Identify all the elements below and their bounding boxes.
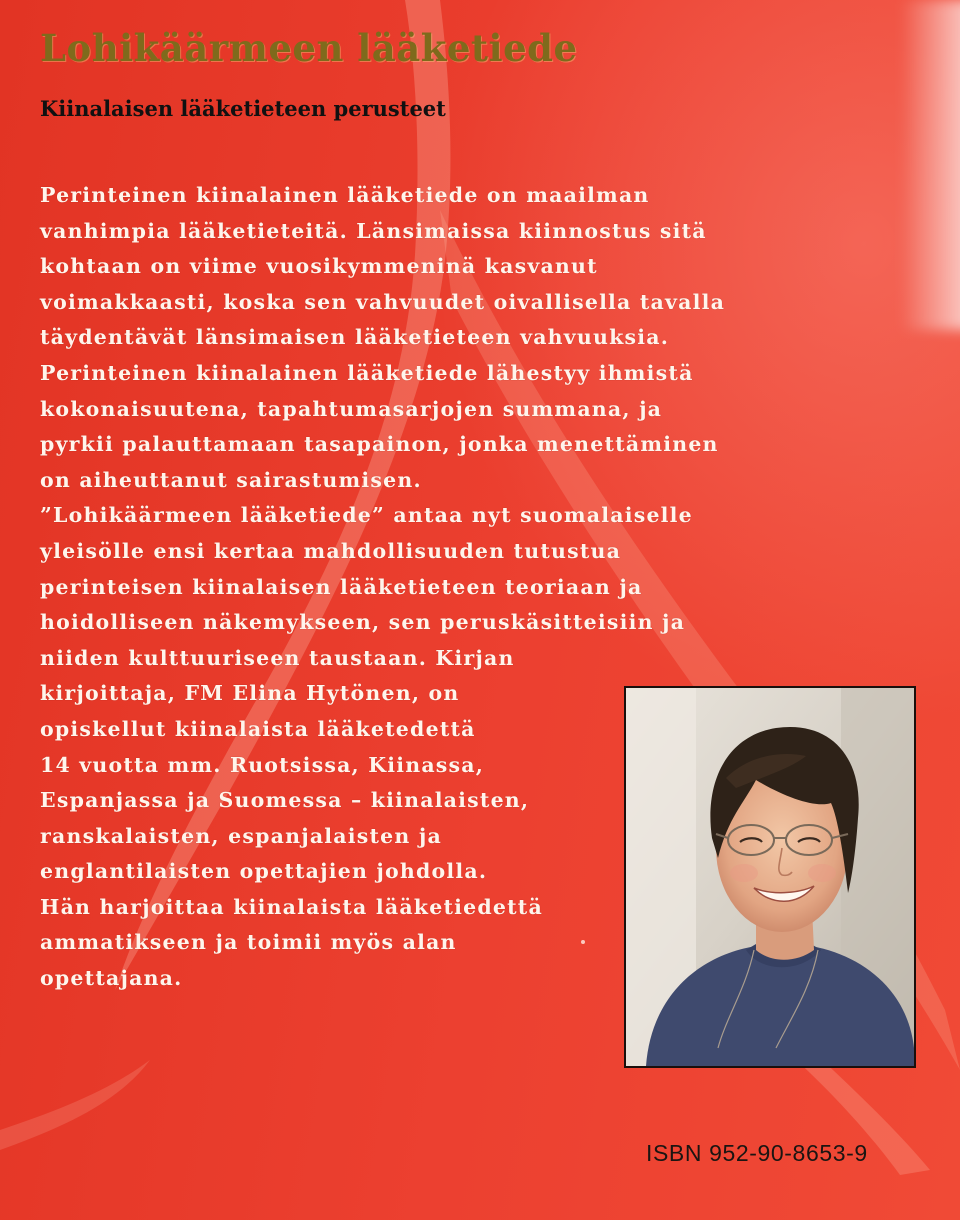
blurb-line: on aiheuttanut sairastumisen. (40, 467, 422, 492)
blurb-line: englantilaisten opettajien johdolla. (40, 859, 488, 884)
blurb-line: Perinteinen kiinalainen lääketiede on maailman (40, 183, 650, 207)
author-photo (624, 686, 916, 1068)
blurb-line: voimakkaasti, koska sen vahvuudet oivallisella tavalla (40, 289, 726, 314)
watermark-arc (0, 1060, 150, 1150)
blurb-line: niiden kulttuuriseen taustaan. Kirjan (40, 645, 515, 670)
blurb-line: ranskalaisten, espanjalaisten ja (40, 823, 442, 848)
book-subtitle: Kiinalaisen lääketieteen perusteet (40, 96, 446, 121)
blurb-line: hoidolliseen näkemykseen, sen peruskäsitteisiin ja (40, 610, 686, 635)
blurb-line: täydentävät länsimaisen lääketieteen vahvuuksia. (40, 325, 670, 350)
blurb-line: pyrkii palauttamaan tasapainon, jonka menettäminen (40, 432, 719, 457)
blurb-line: Hän harjoittaa kiinalaista lääketiedettä (40, 894, 543, 919)
blurb-line: perinteisen kiinalaisen lääketieteen teoriaan ja (40, 574, 643, 599)
blurb-line: ”Lohikäärmeen lääketiede” antaa nyt suomalaiselle (40, 503, 693, 528)
blurb-line: Espanjassa ja Suomessa – kiinalaisten, (40, 788, 530, 813)
blurb-line: yleisölle ensi kertaa mahdollisuuden tutustua (40, 538, 622, 563)
blurb-line: 14 vuotta mm. Ruotsissa, Kiinassa, (40, 752, 485, 777)
light-glare (900, 0, 960, 330)
blurb-line: ammatikseen ja toimii myös alan (40, 930, 457, 955)
blurb-line: Perinteinen kiinalainen lääketiede lähestyy ihmistä (40, 360, 694, 385)
blurb-line: kohtaan on viime vuosikymmeninä kasvanut (40, 254, 598, 279)
author-portrait (626, 688, 914, 1066)
isbn-number: ISBN 952-90-8653-9 (646, 1140, 868, 1166)
print-speck (581, 940, 585, 944)
blurb-line: opettajana. (40, 966, 183, 991)
blurb-line: kokonaisuutena, tapahtumasarjojen summana, ja (40, 396, 663, 421)
blurb-line: vanhimpia lääketieteitä. Länsimaissa kiinnostus sitä (40, 218, 707, 243)
blurb-line: kirjoittaja, FM Elina Hytönen, on (40, 681, 460, 706)
book-title: Lohikäärmeen lääketiede (40, 26, 578, 70)
blurb-line: opiskellut kiinalaista lääketedettä (40, 716, 476, 741)
